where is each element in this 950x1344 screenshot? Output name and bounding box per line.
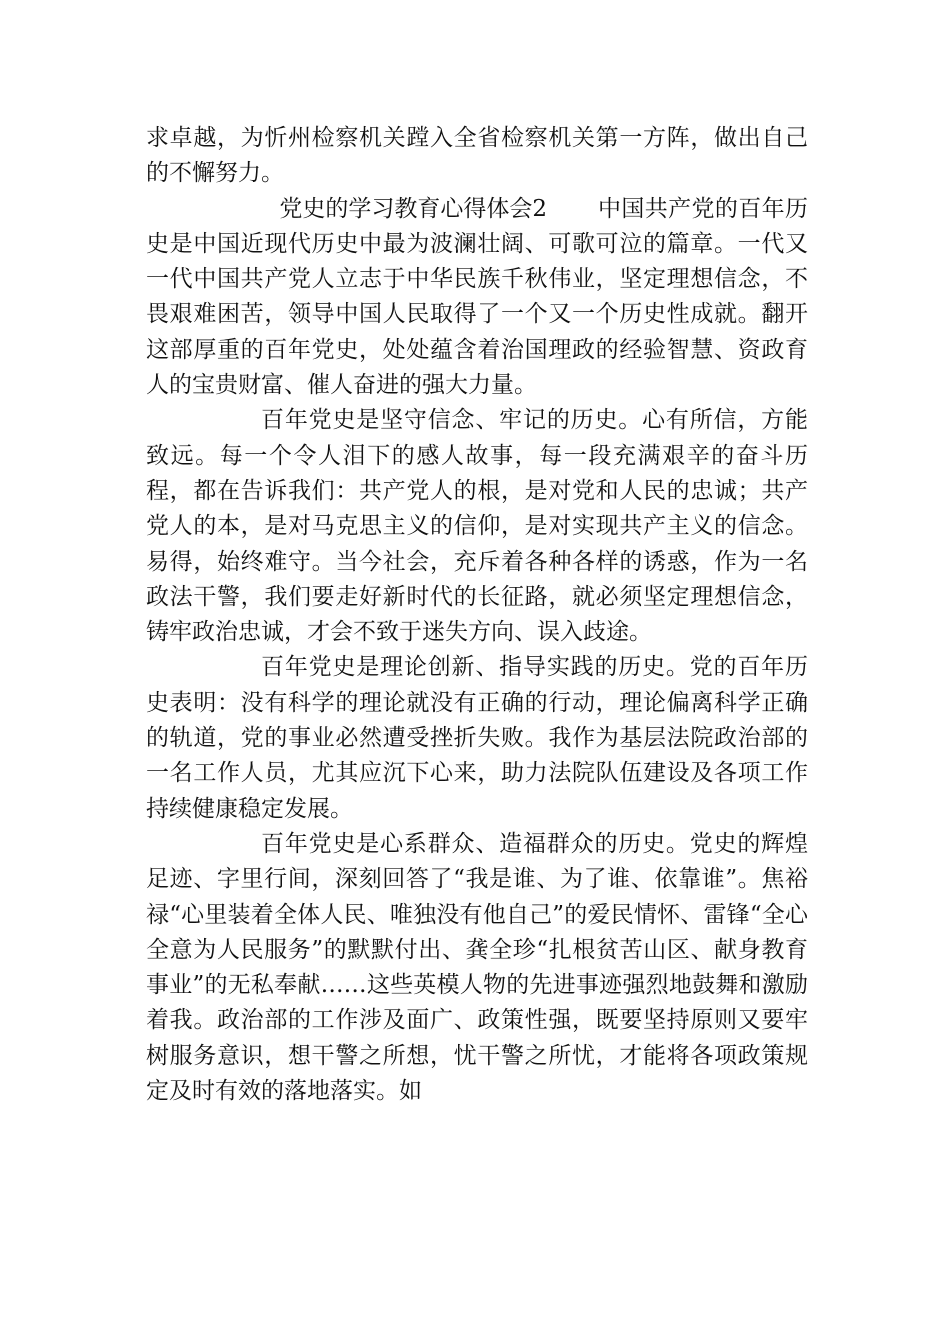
paragraph [146, 403, 808, 650]
document-page [146, 121, 808, 1109]
paragraph-text: 求卓越，为忻州检察机关蹚入全省检察机关第一方阵，做出自己的不懈努力。 [146, 125, 808, 187]
paragraph-text: 百年党史是坚守信念、牢记的历史。心有所信，方能致远。每一个令人泪下的感人故事，每一段充满艰辛的奋斗历程，都在告诉我们：共产党人的根，是对党和人民的忠诚；共产党人的本，是对马克思主义的信仰，是对实现共产主义的信念。易得，始终难守。当今社会，充斥着各种各样的诱惑，作为一名政法干警，我们要走好新时代的长征路，就必须坚定理想信念，铸牢政治忠诚，才会不致于迷失方向、误入歧途。 [146, 407, 808, 646]
paragraph [146, 650, 808, 826]
paragraph-continuation [146, 121, 808, 192]
paragraph-text: 百年党史是理论创新、指导实践的历史。党的百年历史表明：没有科学的理论就没有正确的行动，理论偏离科学正确的轨道，党的事业必然遭受挫折失败。我作为基层法院政治部的一名工作人员，尤其应沉下心来，助力法院队伍建设及各项工作持续健康稳定发展。 [146, 654, 808, 822]
paragraph-text: 百年党史是心系群众、造福群众的历史。党史的辉煌足迹、字里行间，深刻回答了“我是谁、为了谁、依靠谁”。焦裕禄“心里装着全体人民、唯独没有他自己”的爱民情怀、雷锋“全心全意为人民服务”的默默付出、龚全珍“扎根贫苦山区、献身教育事业”的无私奉献……这些英模人物的先进事迹强烈地鼓舞和激励着我。政治部的工作涉及面广、政策性强，既要坚持原则又要牢树服务意识，想干警之所想，忧干警之所忧，才能将各项政策规定及时有效的落地落实。如 [146, 830, 808, 1105]
paragraph-section-heading [146, 192, 808, 404]
paragraph [146, 827, 808, 1109]
section-heading: 党史的学习教育心得体会2 [279, 195, 548, 222]
paragraph-text: 中国共产党的百年历史是中国近现代历史中最为波澜壮阔、可歌可泣的篇章。一代又一代中国共产党人立志于中华民族千秋伟业，坚定理想信念，不畏艰难困苦，领导中国人民取得了一个又一个历史性成就。翻开这部厚重的百年党史，处处蕴含着治国理政的经验智慧、资政育人的宝贵财富、催人奋进的强大力量。 [146, 195, 808, 399]
